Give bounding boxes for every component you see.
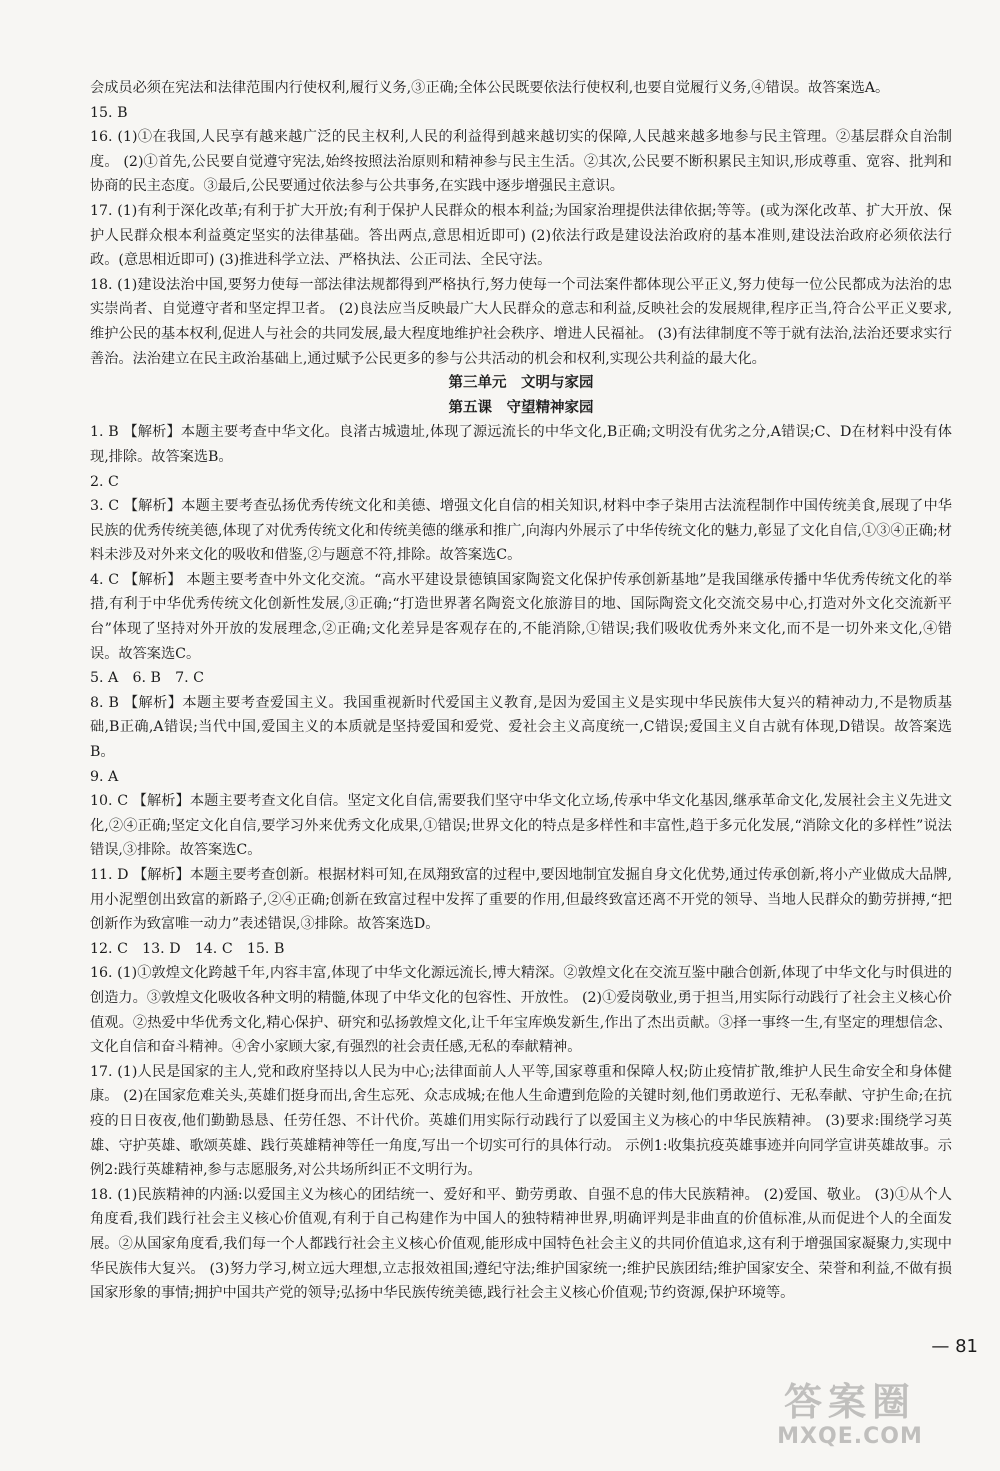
paragraph: 18. (1)民族精神的内涵:以爱国主义为核心的团结统一、爱好和平、勤劳勇敢、自强不息的伟大民族精神。 (2)爱国、敬业。 (3)①从个人角度看,我们践行社会主义核心价值观,有利于自己构建作为中国人的独特精神世界,明确评判是非曲直的价值标准,从而促进个人的全面发展。②从国家角度看,我们每一个人都践行社会主义核心价值观,能形成中国特色社会主义的共同价值追求,这有利于增强国家凝聚力,实现中华民族伟大复兴。 (3)努力学习,树立远大理想,立志报效祖国;遵纪守法;维护国家统一;维护民族团结;维护国家安全、荣誉和利益,不做有损国家形象的事情;拥护中国共产党的领导;弘扬中华民族传统美德,践行社会主义核心价值观;节约资源,保护环境等。 <box>90 1186 952 1302</box>
paragraph: 4. C 【解析】 本题主要考查中外文化交流。“高水平建设景德镇国家陶瓷文化保护传承创新基地”是我国继承传播中华优秀传统文化的举措,有利于中华优秀传统文化创新性发展,③正确;“打造世界著名陶瓷文化旅游目的地、国际陶瓷文化交流交易中心,打造对外文化交流新平台”体现了坚持对外开放的发展理念,②正确;文化差异是客观存在的,不能消除,①错误;我们吸收优秀外来文化,而不是一切外来文化,④错误。故答案选C。 <box>90 571 952 662</box>
paragraph: 18. (1)建设法治中国,要努力使每一部法律法规都得到严格执行,努力使每一个司法案件都体现公平正义,努力使每一位公民都成为法治的忠实崇尚者、自觉遵守者和坚定捍卫者。 (2)良法应当反映最广大人民群众的意志和利益,反映社会的发展规律,程序正当,符合公平正义要求,维护公民的基本权利,促进人与社会的共同发展,最大程度地维护社会秩序、增进人民福祉。 (3)有法律制度不等于就有法治,法治还要求实行善治。法治建立在民主政治基础上,通过赋予公民更多的参与公共活动的机会和权利,实现公共利益的最大化。 <box>90 276 952 367</box>
paragraph: 10. C 【解析】本题主要考查文化自信。坚定文化自信,需要我们坚守中华文化立场,传承中华文化基因,继承革命文化,发展社会主义先进文化,②④正确;坚定文化自信,要学习外来优秀文化成果,①错误;世界文化的特点是多样性和丰富性,趋于多元化发展,“消除文化的多样性”说法错误,③排除。故答案选C。 <box>90 793 952 859</box>
unit-heading: 第三单元 文明与家园 <box>448 375 594 392</box>
paragraph: 1. B 【解析】本题主要考查中华文化。良渚古城遗址,体现了源远流长的中华文化,B正确;文明没有优劣之分,A错误;C、D在材料中没有体现,排除。故答案选B。 <box>90 424 952 465</box>
paragraph: 11. D 【解析】本题主要考查创新。根据材料可知,在凤翔致富的过程中,要因地制宜发掘自身文化优势,通过传承创新,将小产业做成大品牌,用小泥塑创出致富的新路子,②④正确;创新在致富过程中发挥了重要的作用,但最终致富还离不开党的领导、当地人民群众的勤劳拼搏,“把创新作为致富唯一动力”表述错误,③排除。故答案选D。 <box>90 867 952 933</box>
answer-line: 5. A 6. B 7. C <box>90 670 205 687</box>
answer-line: 15. B <box>90 104 128 121</box>
page-number: — 81 <box>931 1336 978 1357</box>
paragraph: 16. (1)①敦煌文化跨越千年,内容丰富,体现了中华文化源远流长,博大精深。②敦煌文化在交流互鉴中融合创新,体现了中华文化与时俱进的创造力。③敦煌文化吸收各种文明的精髓,体现了中华文化的包容性、开放性。 (2)①爱岗敬业,勇于担当,用实际行动践行了社会主义核心价值观。②热爱中华优秀文化,精心保护、研究和弘扬敦煌文化,让千年宝库焕发新生,作出了杰出贡献。③择一事终一生,有坚定的理想信念、文化自信和奋斗精神。④舍小家顾大家,有强烈的社会责任感,无私的奉献精神。 <box>90 965 952 1056</box>
watermark-url: MXQE.COM <box>777 1424 923 1449</box>
paragraph: 会成员必须在宪法和法律范围内行使权利,履行义务,③正确;全体公民既要依法行使权利,也要自觉履行义务,④错误。故答案选A。 <box>90 80 890 96</box>
answer-page <box>90 76 952 1306</box>
paragraph: 17. (1)有利于深化改革;有利于扩大开放;有利于保护人民群众的根本利益;为国家治理提供法律依据;等等。(或为深化改革、扩大开放、保护人民群众根本利益奠定坚实的法律基础。答出两点,意思相近即可) (2)依法行政是建设法治政府的基本准则,建设法治政府必须依法行政。(意思相近即可) (3)推进科学立法、严格执法、公正司法、全民守法。 <box>90 202 952 269</box>
answer-line: 2. C <box>90 473 119 490</box>
paragraph: 3. C 【解析】本题主要考查弘扬优秀传统文化和美德、增强文化自信的相关知识,材料中李子柒用古法流程制作中国传统美食,展现了中华民族的优秀传统美德,体现了对优秀传统文化和传统美德的继承和推广,向海内外展示了中华传统文化的魅力,彰显了文化自信,①③④正确;材料未涉及对外来文化的吸收和借鉴,②与题意不符,排除。故答案选C。 <box>90 498 952 564</box>
watermark-logo-text: 答案圈 <box>783 1380 916 1424</box>
answer-line: 12. C 13. D 14. C 15. B <box>90 940 285 957</box>
paragraph: 16. (1)①在我国,人民享有越来越广泛的民主权利,人民的利益得到越来越切实的保障,人民越来越多地参与民主管理。②基层群众自治制度。 (2)①首先,公民要自觉遵守宪法,始终按照法治原则和精神参与民主生活。②其次,公民要不断积累民主知识,形成尊重、宽容、批判和协商的民主态度。③最后,公民要通过依法参与公共事务,在实践中逐步增强民主意识。 <box>90 129 952 195</box>
answer-line: 9. A <box>90 768 119 785</box>
paragraph: 17. (1)人民是国家的主人,党和政府坚持以人民为中心;法律面前人人平等,国家尊重和保障人权;防止疫情扩散,维护人民生命安全和身体健康。 (2)在国家危难关头,英雄们挺身而出,舍生忘死、众志成城;在他人生命遭到危险的关键时刻,他们勇敢逆行、无私奉献、守护生命;在抗疫的日日夜夜,他们勤勤恳恳、任劳任怨、不计代价。英雄们用实际行动践行了以爱国主义为核心的中华民族精神。 (3)要求:围绕学习英雄、守护英雄、歌颂英雄、践行英雄精神等任一角度,写出一个切实可行的具体行动。 示例1:收集抗疫英雄事迹并向同学宣讲英雄故事。示例2:践行英雄精神,参与志愿服务,对公共场所纠正不文明行为。 <box>90 1063 952 1179</box>
paragraph: 8. B 【解析】本题主要考查爱国主义。我国重视新时代爱国主义教育,是因为爱国主义是实现中华民族伟大复兴的精神动力,不是物质基础,B正确,A错误;当代中国,爱国主义的本质就是坚持爱国和爱党、爱社会主义高度统一,C错误;爱国主义自古就有体现,D错误。故答案选B。 <box>90 694 952 761</box>
lesson-heading: 第五课 守望精神家园 <box>448 399 594 416</box>
watermark-logo <box>730 1380 970 1460</box>
